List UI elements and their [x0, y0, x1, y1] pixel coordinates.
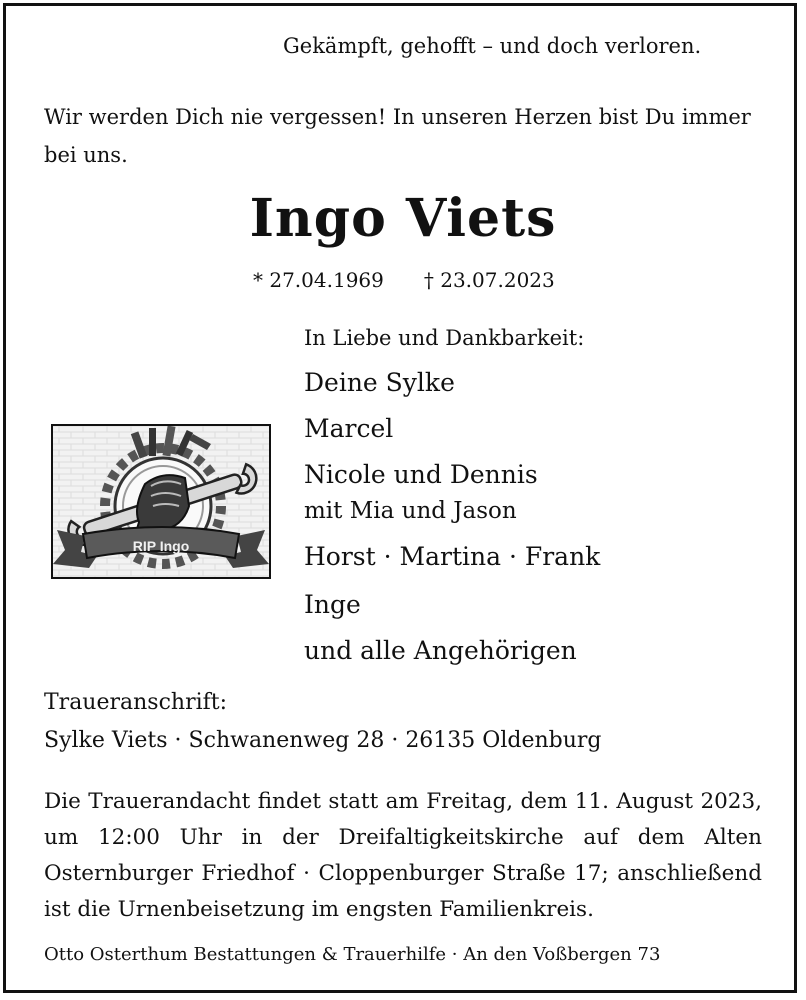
deceased-name: Ingo Viets — [249, 188, 557, 249]
family-line: Deine Sylke — [304, 368, 455, 397]
family-line: Nicole und Dennis — [304, 460, 538, 489]
death-date: † 23.07.2023 — [423, 268, 555, 292]
fist-wrench-icon — [53, 426, 269, 577]
service-details: Die Trauerandacht findet statt am Freitag, dem 11. August 2023, um 12:00 Uhr in der Dreifaltigkeitskirche auf dem Alten Osternburger Friedhof · Cloppenburger Straße 17; anschließend ist die Urnenbeisetzung im engsten Familienkreis. — [44, 789, 762, 922]
intro-text: Wir werden Dich nie vergessen! In unseren Herzen bist Du immer bei uns. — [44, 105, 751, 167]
family-line: Inge — [304, 590, 361, 619]
life-dates — [253, 268, 555, 292]
motto: Gekämpft, gehofft – und doch verloren. — [283, 34, 702, 58]
memorial-image — [51, 424, 271, 579]
address-heading: Traueranschrift: — [44, 690, 228, 715]
family-line: Marcel — [304, 414, 394, 443]
banner-text: RIP Ingo — [132, 538, 190, 554]
funeral-home: Otto Osterthum Bestattungen & Trauerhilfe · An den Voßbergen 73 — [44, 944, 661, 965]
birth-date: * 27.04.1969 — [253, 268, 384, 292]
mourning-address: Sylke Viets · Schwanenweg 28 · 26135 Oldenburg — [44, 728, 602, 753]
family-line: Horst · Martina · Frank — [304, 542, 601, 571]
family-line: und alle Angehörigen — [304, 636, 577, 665]
family-line: mit Mia und Jason — [304, 498, 517, 524]
signature-heading: In Liebe und Dankbarkeit: — [304, 326, 585, 350]
